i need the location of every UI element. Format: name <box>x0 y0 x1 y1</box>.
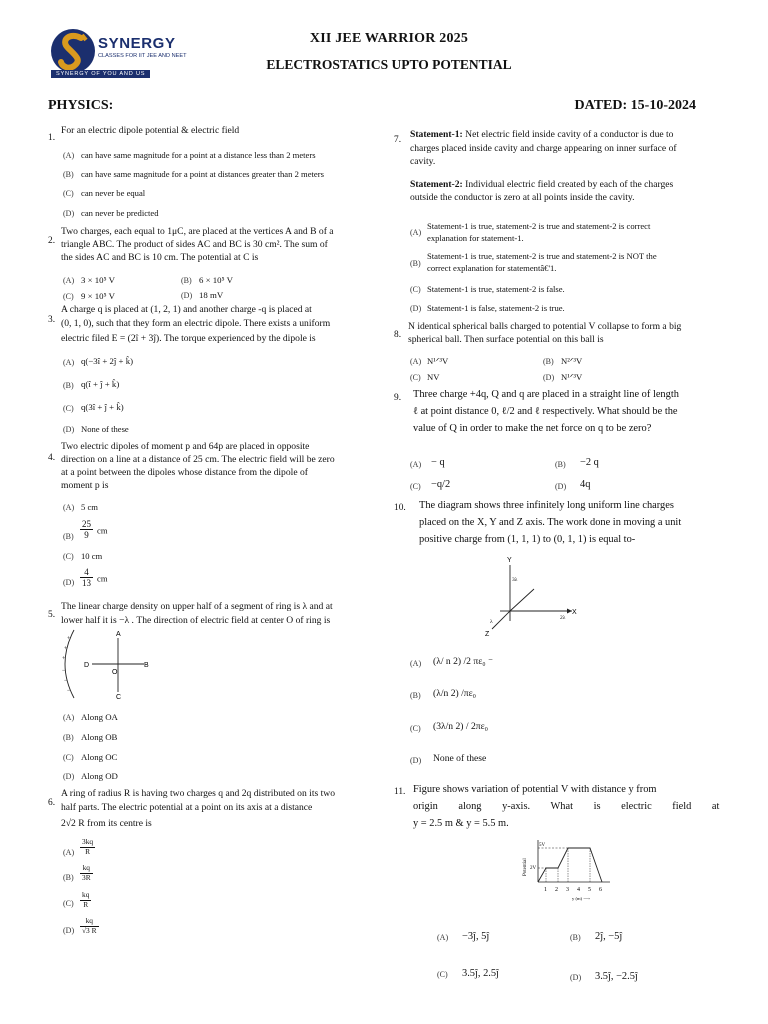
option-text: Along OD <box>81 771 118 781</box>
option-label: (C) <box>63 189 74 198</box>
option-label: (B) <box>63 381 74 390</box>
option-text: explanation for statement-1. <box>427 233 524 243</box>
question-number: 8. <box>394 330 402 340</box>
option-text: NV <box>427 372 440 382</box>
question-number: 4. <box>48 453 56 463</box>
denominator: R <box>83 899 89 909</box>
statement-1-label: Statement-1: <box>410 129 463 140</box>
question-number: 3. <box>48 315 56 325</box>
minus-sign: − <box>67 688 71 694</box>
label-2lambda: 2λ <box>560 615 566 621</box>
option-label: (A) <box>63 151 75 160</box>
option-text: 3.5ĵ, −2.5ĵ <box>595 971 638 982</box>
tick-4: 4 <box>577 887 580 893</box>
z-axis <box>492 611 510 629</box>
option-text: (3λ/n 2) / 2πε₀ <box>433 721 488 732</box>
option-label: (C) <box>437 970 448 979</box>
option-label: (B) <box>63 532 74 541</box>
dated: DATED: 15-10-2024 <box>574 98 696 113</box>
tick-5: 5 <box>588 887 591 893</box>
option-fraction <box>80 891 91 909</box>
tick-6: 6 <box>599 887 602 893</box>
minus-sign: − <box>62 668 66 674</box>
option-label: (D) <box>63 772 75 781</box>
question-text: 2√2 R from its centre is <box>61 818 152 829</box>
question-number: 2. <box>48 236 56 246</box>
option-label: (A) <box>437 933 449 942</box>
statement-1-line <box>410 129 673 142</box>
tick-1: 1 <box>544 887 547 893</box>
potential-graph <box>518 836 618 908</box>
option-label: (A) <box>410 460 422 469</box>
statement-text: charges placed inside cavity and charge appearing on inner surface of <box>410 143 677 154</box>
statement-text: Individual electric field created by each of the charges <box>465 179 674 190</box>
minus-sign: − <box>64 678 68 684</box>
option-text: 9 × 10⁵ V <box>81 291 116 301</box>
label-2v: 2V <box>530 866 537 871</box>
question-number: 6. <box>48 798 56 808</box>
statement-text: Net electric field inside cavity of a conductor is due to <box>465 129 674 140</box>
tick-3: 3 <box>566 887 569 893</box>
question-text: ℓ at point distance 0, ℓ/2 and ℓ respectively. What should be the <box>413 406 678 417</box>
question-text: origin along y-axis. What is electric field at <box>413 801 720 812</box>
option-text: 2ĵ, −5ĵ <box>595 931 623 942</box>
option-text: 3.5ĵ, 2.5ĵ <box>462 968 499 979</box>
question-text: the sides AC and BC is 10 cm. The potential at C is <box>61 252 259 263</box>
option-label: (A) <box>63 276 75 285</box>
option-text: can never be predicted <box>81 208 159 218</box>
option-text: 5 cm <box>81 502 98 512</box>
numerator: 25 <box>82 519 91 529</box>
option-text: q(3î + ĵ + k̂) <box>81 402 124 412</box>
option-text: None of these <box>81 424 129 434</box>
numerator: kq <box>80 917 99 927</box>
exam-title: XII JEE WARRIOR 2025 <box>309 31 469 46</box>
denominator: R <box>85 846 91 856</box>
option-text: Statement-1 is true, statement-2 is false. <box>427 284 565 294</box>
option-text: 4q <box>580 479 591 490</box>
numerator: kq <box>82 890 90 900</box>
option-label: (D) <box>410 304 422 313</box>
option-text: can have same magnitude for a point at distances greater than 2 meters <box>81 169 324 179</box>
question-number: 7. <box>394 135 402 145</box>
option-label: (D) <box>410 756 422 765</box>
option-text: (λ/ n 2) /2 πε₀ ⁻ <box>433 656 494 667</box>
option-fraction <box>80 917 99 935</box>
option-text: Statement-1 is true, statement-2 is true and statement-2 is correct <box>427 221 651 231</box>
statement-2-line <box>410 179 673 192</box>
label-b: B <box>144 662 149 669</box>
option-label: (D) <box>181 291 193 300</box>
option-text: 3 × 10⁵ V <box>81 275 116 285</box>
question-number: 11. <box>394 787 406 797</box>
question-text: at a point between the dipoles whose distance from the dipole of <box>61 467 308 478</box>
question-text: triangle ABC. The product of sides AC and BC is 30 cm². The sum of <box>61 239 328 250</box>
option-label: (C) <box>63 404 74 413</box>
option-label: (A) <box>410 228 422 237</box>
option-text: None of these <box>433 753 487 764</box>
numerator: 3kq <box>82 837 94 847</box>
potential-curve <box>538 848 602 882</box>
option-text: −2 q <box>580 457 599 468</box>
option-label: (B) <box>570 933 581 942</box>
subject-heading: PHYSICS: <box>48 98 114 113</box>
option-label: (B) <box>63 733 74 742</box>
question-number: 1. <box>48 133 56 143</box>
line-charges-diagram <box>478 553 588 643</box>
option-label: (C) <box>410 724 421 733</box>
option-text: N¹ᐟ³V <box>561 372 583 382</box>
label-a: A <box>116 631 121 638</box>
option-label: (B) <box>63 873 74 882</box>
option-text: Statement-1 is false, statement-2 is true. <box>427 303 565 313</box>
question-text: positive charge from (1, 1, 1) to (0, 1, 1) is equal to- <box>419 534 636 545</box>
option-text: N²ᐟ³V <box>561 356 583 366</box>
question-text: value of Q in order to make the net force on q to be zero? <box>413 423 652 434</box>
option-text: − q <box>431 457 445 468</box>
option-fraction <box>80 838 95 856</box>
option-label: (A) <box>63 358 75 367</box>
label-3lambda: 3λ <box>512 577 518 583</box>
option-label: (C) <box>410 373 421 382</box>
brand-name: SYNERGY <box>98 35 176 52</box>
statement-text: cavity. <box>410 156 436 167</box>
numerator: kq <box>80 864 93 874</box>
question-text: (0, 1, 0), such that they form an electric dipole. There exists a uniform <box>61 318 331 329</box>
question-text: N identical spherical balls charged to potential V collapse to form a big <box>408 321 682 332</box>
option-label: (A) <box>63 848 75 857</box>
option-label: (C) <box>63 292 74 301</box>
graph-ylabel: Potential <box>523 858 528 876</box>
option-text: q(î + ĵ + k̂) <box>81 379 120 389</box>
denominator: √3 R <box>82 925 97 935</box>
option-label: (D) <box>63 209 75 218</box>
label-lambda: λ <box>490 619 493 625</box>
option-label: (C) <box>410 285 421 294</box>
option-label: (D) <box>63 578 75 587</box>
option-label: (A) <box>63 713 75 722</box>
question-text: Two electric dipoles of moment p and 64p are placed in opposite <box>61 441 310 452</box>
option-label: (C) <box>63 899 74 908</box>
question-number: 10. <box>394 503 406 513</box>
option-text: −3ĵ, 5ĵ <box>462 931 490 942</box>
option-text: Statement-1 is true, statement-2 is true and statement-2 is NOT the <box>427 251 657 261</box>
question-text: The diagram shows three infinitely long uniform line charges <box>419 500 674 511</box>
label-5v: 5V <box>539 843 546 848</box>
question-text: Figure shows variation of potential V with distance y from <box>413 784 657 795</box>
option-label: (D) <box>63 425 75 434</box>
question-text: spherical ball. Then surface potential on this ball is <box>408 334 604 345</box>
denominator: 13 <box>82 578 91 589</box>
question-text: The linear charge density on upper half of a segment of ring is λ and at <box>61 601 333 612</box>
option-text: correct explanation for statementâ€'1. <box>427 263 557 273</box>
option-label: (C) <box>63 552 74 561</box>
option-text: 18 mV <box>199 290 224 300</box>
denominator: 3R <box>82 872 91 882</box>
option-label: (B) <box>555 460 566 469</box>
question-number: 5. <box>48 610 56 620</box>
option-fraction <box>80 519 108 541</box>
option-label: (D) <box>555 482 567 491</box>
plus-sign: + <box>64 646 68 652</box>
option-label: (B) <box>410 259 421 268</box>
brand-tagline: CLASSES FOR IIT JEE AND NEET <box>98 53 187 59</box>
statement-2-label: Statement-2: <box>410 179 463 190</box>
question-text: y = 2.5 m & y = 5.5 m. <box>413 818 509 829</box>
option-label: (B) <box>181 276 192 285</box>
plus-sign: + <box>62 656 66 662</box>
question-text: A ring of radius R is having two charges q and 2q distributed on its two <box>61 788 336 799</box>
ring-segment-diagram <box>58 628 168 700</box>
option-text: can never be equal <box>81 188 146 198</box>
label-x: X <box>572 609 577 616</box>
option-label: (A) <box>410 357 422 366</box>
option-label: (A) <box>410 659 422 668</box>
label-c: C <box>116 694 122 700</box>
question-number: 9. <box>394 393 402 403</box>
option-label: (D) <box>63 926 75 935</box>
question-text: For an electric dipole potential & electric field <box>61 125 240 136</box>
question-text: lower half it is −λ . The direction of electric field at center O of ring is <box>61 615 331 626</box>
statement-text: outside the conductor is zero at all points inside the cavity. <box>410 192 635 203</box>
question-text: A charge q is placed at (1, 2, 1) and another charge -q is placed at <box>61 304 312 315</box>
plus-sign: + <box>67 636 71 642</box>
option-text: Along OA <box>81 712 118 722</box>
question-text: Three charge +4q, Q and q are placed in a straight line of length <box>413 389 679 400</box>
option-label: (B) <box>63 170 74 179</box>
z-axis-back <box>510 589 534 611</box>
question-text: moment p is <box>61 480 109 491</box>
denominator: 9 <box>84 530 89 541</box>
option-text: q(−3î + 2ĵ + k̂) <box>81 356 134 366</box>
option-label: (D) <box>570 973 582 982</box>
label-d: D <box>84 662 90 669</box>
graph-xlabel: y (m) ⟶ <box>572 896 590 901</box>
option-label: (B) <box>410 691 421 700</box>
option-fraction <box>80 864 93 882</box>
option-text: −q/2 <box>431 479 451 490</box>
option-text: can have same magnitude for a point at a distance less than 2 meters <box>81 150 316 160</box>
numerator: 4 <box>80 567 93 578</box>
unit: cm <box>97 573 108 584</box>
question-text: direction on a line at a distance of 25 cm. The electric field will be zero <box>61 454 335 465</box>
label-o: O <box>112 669 118 676</box>
option-text: N¹ᐟ³V <box>427 356 449 366</box>
question-text: half parts. The electric potential at a point on its axis at a distance <box>61 802 313 813</box>
option-text: Along OC <box>81 752 118 762</box>
question-text: placed on the X, Y and Z axis. The work done in moving a unit <box>419 517 682 528</box>
question-text: Two charges, each equal to 1μC, are placed at the vertices A and B of a <box>61 226 334 237</box>
option-label: (C) <box>63 753 74 762</box>
question-text: electric filed E = (2î + 3ĵ). The torque experienced by the dipole is <box>61 333 316 344</box>
brand-slogan: SYNERGY OF YOU AND US <box>51 70 150 78</box>
option-text: 10 cm <box>81 551 103 561</box>
option-fraction <box>80 567 108 589</box>
label-z: Z <box>485 631 490 638</box>
option-text: Along OB <box>81 732 118 742</box>
option-label: (A) <box>63 503 75 512</box>
exam-subtitle: ELECTROSTATICS UPTO POTENTIAL <box>266 57 512 72</box>
option-label: (C) <box>410 482 421 491</box>
option-text: (λ/n 2) /πε₀ <box>433 688 476 699</box>
tick-2: 2 <box>555 887 558 893</box>
label-y: Y <box>507 557 512 564</box>
option-text: 6 × 10⁵ V <box>199 275 234 285</box>
unit: cm <box>97 525 108 536</box>
option-label: (D) <box>543 373 555 382</box>
option-label: (B) <box>543 357 554 366</box>
